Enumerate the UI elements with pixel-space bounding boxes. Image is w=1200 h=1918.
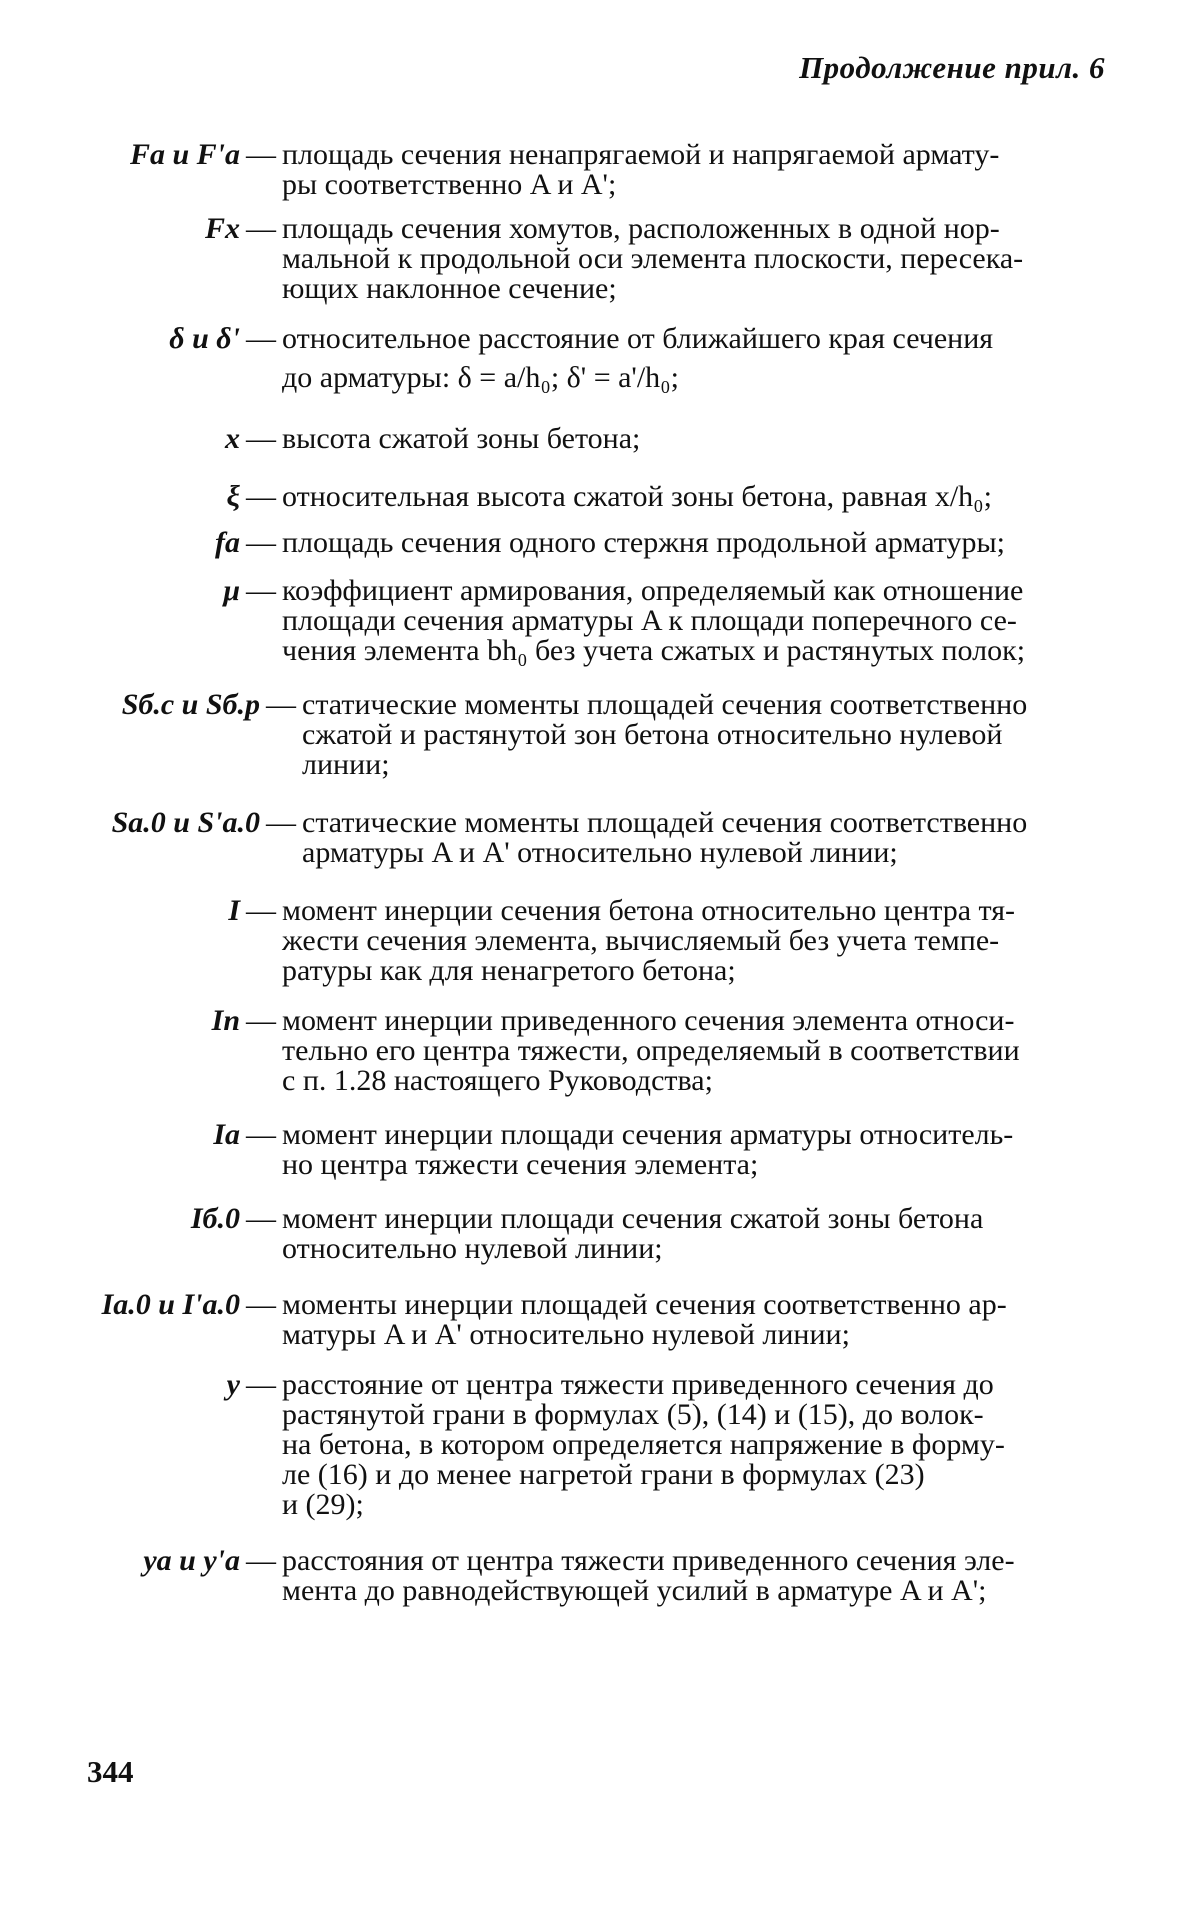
definition-symbol: fа — [215, 526, 240, 559]
definition-text — [282, 214, 1105, 304]
text-line: мальной к продольной оси элемента плоскости, пересека- — [282, 242, 1024, 275]
text-line: ратуры как для ненагретого бетона; — [282, 954, 736, 987]
text-line: матуры A и A' относительно нулевой линии; — [282, 1318, 850, 1351]
text-line: ле (16) и до менее нагретой грани в формулах (23) — [282, 1458, 925, 1491]
definition-text — [282, 576, 1105, 666]
text-line: мента до равнодействующей усилий в арматуре A и A'; — [282, 1574, 987, 1607]
text-line: и (29); — [282, 1488, 364, 1521]
text-line: статические моменты площадей сечения соответственно — [302, 688, 1028, 721]
definition-entry — [70, 808, 1105, 868]
text-line: жести сечения элемента, вычисляемый без учета темпе- — [282, 924, 1000, 957]
definition-text — [282, 140, 1105, 200]
definition-symbol: Iб.0 — [190, 1202, 240, 1235]
text-line: расстояния от центра тяжести приведенного сечения эле- — [282, 1544, 1015, 1577]
definition-symbol: δ и δ' — [169, 322, 240, 355]
definition-text — [302, 690, 1105, 780]
definition-symbol: Sб.с и Sб.р — [121, 688, 260, 721]
definition-text — [302, 808, 1105, 868]
text-line: коэффициент армирования, определяемый как отношение — [282, 574, 1024, 607]
text-line: растянутой грани в формулах (5), (14) и (15), до волок- — [282, 1398, 984, 1431]
definition-entry — [70, 896, 1105, 986]
definition-text — [282, 424, 1105, 454]
definition-symbol: Sа.0 и S'а.0 — [111, 806, 260, 839]
definition-text — [282, 324, 1105, 402]
definition-text — [282, 482, 1105, 512]
definition-symbol: y — [226, 1368, 240, 1401]
definition-entry — [70, 576, 1105, 666]
em-dash: — — [246, 1118, 276, 1151]
definition-text — [282, 1006, 1105, 1096]
em-dash: — — [246, 526, 276, 559]
page-header: Продолжение прил. 6 — [799, 50, 1105, 85]
text-line: с п. 1.28 настоящего Руководства; — [282, 1064, 713, 1097]
text-line: высота сжатой зоны бетона; — [282, 422, 641, 455]
text-line: арматуры A и A' относительно нулевой линии; — [302, 836, 898, 869]
definition-text — [282, 896, 1105, 986]
definition-entry — [70, 1120, 1105, 1180]
em-dash: — — [246, 894, 276, 927]
page-number: 344 — [87, 1754, 134, 1789]
text-line: сжатой и растянутой зон бетона относительно нулевой — [302, 718, 1003, 751]
text-line: момент инерции сечения бетона относительно центра тя- — [282, 894, 1016, 927]
text-line: моменты инерции площадей сечения соответственно ар- — [282, 1288, 1007, 1321]
em-dash: — — [246, 574, 276, 607]
text-line: относительное расстояние от ближайшего края сечения — [282, 322, 994, 355]
definition-symbol: Iа.0 и I'а.0 — [101, 1288, 240, 1321]
text-line: относительно нулевой линии; — [282, 1232, 663, 1265]
text-line: до арматуры: δ = a/h₀; δ' = a'/h₀; — [282, 361, 679, 394]
definition-symbol: yа и y'а — [143, 1544, 240, 1577]
em-dash: — — [246, 1202, 276, 1235]
definition-symbol: x — [225, 422, 240, 455]
definition-symbol: ξ — [226, 480, 240, 513]
text-line: статические моменты площадей сечения соответственно — [302, 806, 1028, 839]
em-dash: — — [246, 212, 276, 245]
definition-entry — [70, 324, 1105, 402]
definition-entry — [70, 424, 1105, 454]
definition-text — [282, 1120, 1105, 1180]
text-line: чения элемента bh₀ без учета сжатых и растянутых полок; — [282, 634, 1026, 667]
em-dash: — — [266, 806, 296, 839]
definition-entry — [70, 1204, 1105, 1264]
definitions-list — [70, 140, 1105, 1606]
definition-entry — [70, 690, 1105, 780]
text-line: линии; — [302, 748, 390, 781]
definition-entry — [70, 1546, 1105, 1606]
definition-entry — [70, 140, 1105, 200]
em-dash: — — [246, 480, 276, 513]
definition-symbol: μ — [223, 574, 240, 607]
definition-entry — [70, 214, 1105, 304]
definition-text — [282, 1546, 1105, 1606]
text-line: относительная высота сжатой зоны бетона, равная x/h₀; — [282, 480, 992, 513]
definition-entry — [70, 482, 1105, 512]
text-line: площадь сечения одного стержня продольной арматуры; — [282, 526, 1005, 559]
text-line: момент инерции площади сечения сжатой зоны бетона — [282, 1202, 984, 1235]
text-line: но центра тяжести сечения элемента; — [282, 1148, 759, 1181]
definition-entry — [70, 528, 1105, 558]
text-line: на бетона, в котором определяется напряжение в форму- — [282, 1428, 1005, 1461]
em-dash: — — [246, 1288, 276, 1321]
text-line: площадь сечения хомутов, расположенных в одной нор- — [282, 212, 1000, 245]
em-dash: — — [246, 1544, 276, 1577]
text-line: ющих наклонное сечение; — [282, 272, 617, 305]
text-line: ры соответственно A и A'; — [282, 168, 617, 201]
text-line: момент инерции приведенного сечения элемента относи- — [282, 1004, 1015, 1037]
definition-entry — [70, 1290, 1105, 1350]
definition-entry — [70, 1006, 1105, 1096]
definition-symbol: Fа и F'а — [129, 138, 240, 171]
definition-entry — [70, 1370, 1105, 1520]
definition-text — [282, 528, 1105, 558]
definition-symbol: I — [228, 894, 240, 927]
definition-symbol: Fх — [204, 212, 240, 245]
text-line: площадь сечения ненапрягаемой и напрягаемой армату- — [282, 138, 1000, 171]
text-line: момент инерции площади сечения арматуры относитель- — [282, 1118, 1014, 1151]
definition-text — [282, 1370, 1105, 1520]
em-dash: — — [246, 1368, 276, 1401]
definition-text — [282, 1204, 1105, 1264]
em-dash: — — [246, 422, 276, 455]
definition-text — [282, 1290, 1105, 1350]
text-line: расстояние от центра тяжести приведенного сечения до — [282, 1368, 994, 1401]
em-dash: — — [246, 322, 276, 355]
definition-symbol: Iп — [211, 1004, 240, 1037]
text-line: площади сечения арматуры A к площади поперечного се- — [282, 604, 1017, 637]
text-line: тельно его центра тяжести, определяемый в соответствии — [282, 1034, 1020, 1067]
em-dash: — — [266, 688, 296, 721]
em-dash: — — [246, 138, 276, 171]
definition-symbol: Iа — [213, 1118, 240, 1151]
em-dash: — — [246, 1004, 276, 1037]
